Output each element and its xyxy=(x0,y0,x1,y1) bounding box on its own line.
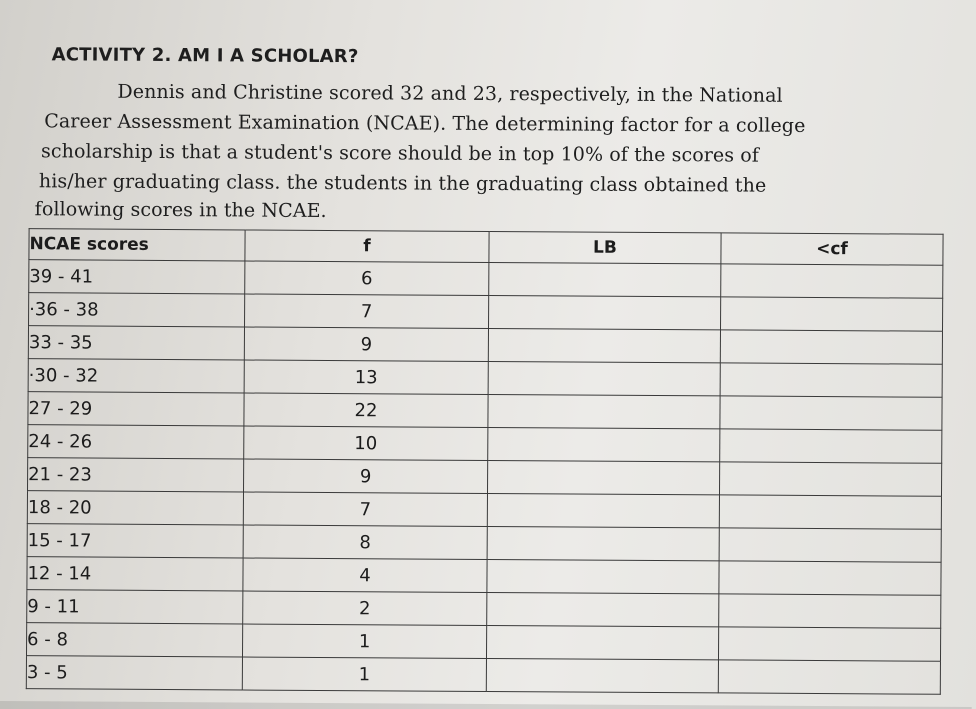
frequency-cell: 9 xyxy=(243,459,487,493)
score-interval-cell: 24 - 26 xyxy=(28,425,244,459)
frequency-cell: 7 xyxy=(245,294,489,328)
lower-boundary-blank-cell[interactable] xyxy=(489,295,721,329)
table-row xyxy=(27,491,941,530)
score-interval-cell: ·30 - 32 xyxy=(28,359,244,393)
table-body xyxy=(26,260,943,695)
lower-boundary-blank-cell[interactable] xyxy=(487,592,719,626)
paragraph-line-2: Career Assessment Examination (NCAE). The determining factor for a college xyxy=(44,110,806,137)
frequency-cell: 1 xyxy=(242,657,486,691)
frequency-cell: 4 xyxy=(243,558,487,592)
table-row xyxy=(26,623,940,662)
header-frequency: f xyxy=(245,230,489,262)
cumulative-frequency-blank-cell[interactable] xyxy=(718,660,940,694)
paragraph-line-1: Dennis and Christine scored 32 and 23, respectively, in the National xyxy=(117,80,783,107)
lower-boundary-blank-cell[interactable] xyxy=(487,559,719,593)
cumulative-frequency-blank-cell[interactable] xyxy=(718,627,940,661)
header-ncae-scores: NCAE scores xyxy=(29,229,245,261)
score-interval-cell: 9 - 11 xyxy=(27,590,243,624)
cumulative-frequency-blank-cell[interactable] xyxy=(719,594,941,628)
lower-boundary-blank-cell[interactable] xyxy=(488,394,720,428)
frequency-cell: 8 xyxy=(243,525,487,559)
score-interval-cell: 15 - 17 xyxy=(27,524,243,558)
frequency-cell: 9 xyxy=(244,327,488,361)
cumulative-frequency-blank-cell[interactable] xyxy=(719,528,941,562)
paragraph-line-5: following scores in the NCAE. xyxy=(34,198,327,222)
cumulative-frequency-blank-cell[interactable] xyxy=(721,264,943,298)
header-less-than-cf: <cf xyxy=(721,233,943,265)
frequency-cell: 1 xyxy=(242,624,486,658)
activity-title: ACTIVITY 2. AM I A SCHOLAR? xyxy=(51,44,359,68)
frequency-cell: 13 xyxy=(244,360,488,394)
cumulative-frequency-blank-cell[interactable] xyxy=(720,330,942,364)
frequency-cell: 6 xyxy=(245,261,489,295)
table-row xyxy=(29,260,943,299)
frequency-cell: 22 xyxy=(244,393,488,427)
table-row xyxy=(28,458,942,497)
ncae-frequency-table xyxy=(26,228,944,695)
cumulative-frequency-blank-cell[interactable] xyxy=(719,561,941,595)
lower-boundary-blank-cell[interactable] xyxy=(487,526,719,560)
score-interval-cell: 12 - 14 xyxy=(27,557,243,591)
cumulative-frequency-blank-cell[interactable] xyxy=(719,495,941,529)
table-row xyxy=(28,326,942,365)
header-lower-boundary: LB xyxy=(489,231,721,263)
paragraph-line-4: his/her graduating class. the students in the graduating class obtained the xyxy=(38,170,767,197)
cumulative-frequency-blank-cell[interactable] xyxy=(720,396,942,430)
score-interval-cell: 21 - 23 xyxy=(28,458,244,492)
table-row xyxy=(27,557,941,596)
frequency-cell: 2 xyxy=(243,591,487,625)
table-row xyxy=(27,590,941,629)
score-interval-cell: 3 - 5 xyxy=(26,656,242,690)
lower-boundary-blank-cell[interactable] xyxy=(488,361,720,395)
table-row xyxy=(28,392,942,431)
paragraph-line-3: scholarship is that a student's score should be in top 10% of the scores of xyxy=(41,140,760,167)
score-interval-cell: ·36 - 38 xyxy=(29,293,245,327)
cumulative-frequency-blank-cell[interactable] xyxy=(719,462,941,496)
lower-boundary-blank-cell[interactable] xyxy=(489,262,721,296)
table-row xyxy=(26,656,940,695)
page-shadow xyxy=(0,701,972,709)
frequency-cell: 10 xyxy=(244,426,488,460)
score-interval-cell: 18 - 20 xyxy=(27,491,243,525)
lower-boundary-blank-cell[interactable] xyxy=(486,625,718,659)
score-interval-cell: 33 - 35 xyxy=(28,326,244,360)
frequency-cell: 7 xyxy=(243,492,487,526)
lower-boundary-blank-cell[interactable] xyxy=(488,427,720,461)
lower-boundary-blank-cell[interactable] xyxy=(488,328,720,362)
table-row xyxy=(28,359,942,398)
cumulative-frequency-blank-cell[interactable] xyxy=(720,429,942,463)
cumulative-frequency-blank-cell[interactable] xyxy=(720,297,942,331)
table-row xyxy=(29,293,943,332)
score-interval-cell: 39 - 41 xyxy=(29,260,245,294)
lower-boundary-blank-cell[interactable] xyxy=(486,658,718,692)
table-row xyxy=(27,524,941,563)
lower-boundary-blank-cell[interactable] xyxy=(487,460,719,494)
lower-boundary-blank-cell[interactable] xyxy=(487,493,719,527)
score-interval-cell: 6 - 8 xyxy=(26,623,242,657)
score-interval-cell: 27 - 29 xyxy=(28,392,244,426)
cumulative-frequency-blank-cell[interactable] xyxy=(720,363,942,397)
table-row xyxy=(28,425,942,464)
